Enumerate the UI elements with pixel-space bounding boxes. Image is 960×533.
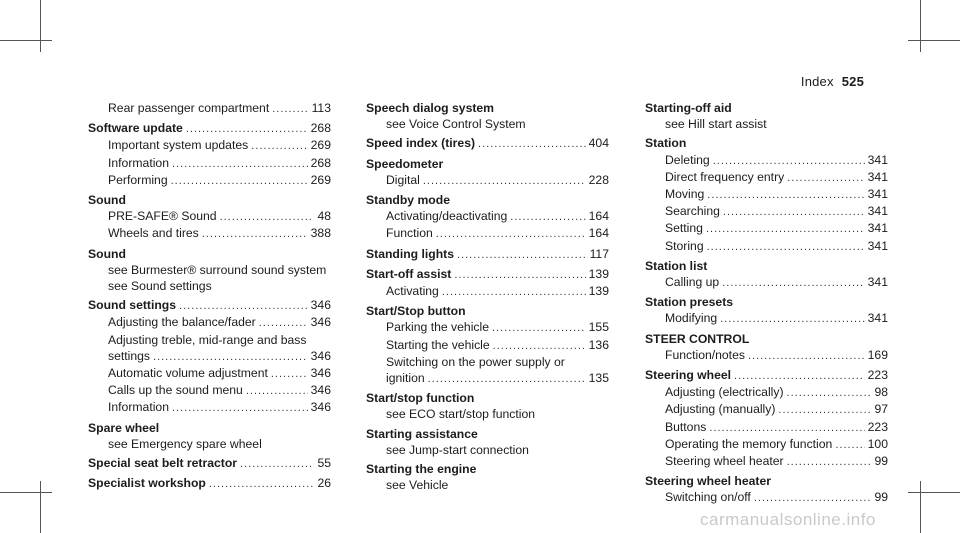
leader-dots [510,209,585,225]
entry-text: settings [108,348,151,363]
crop-mark [908,40,960,41]
page-ref: 113 [311,101,331,115]
page-ref: 223 [867,419,888,434]
crop-mark [0,492,52,493]
index-subentry [645,116,888,132]
index-subentry [88,262,331,278]
index-heading [366,100,609,116]
leader-dots [220,209,315,225]
index-heading [366,156,609,172]
header-title: Index [800,74,834,89]
entry-text: Information [108,400,169,415]
index-heading [645,331,888,347]
index-subentry [88,399,331,416]
entry-text: Steering wheel heater [645,474,771,489]
entry-text: see Vehicle [386,478,449,493]
index-heading [645,473,888,489]
index-heading [366,303,609,319]
index-subentry [88,436,331,452]
page-ref: 48 [317,209,331,224]
page-ref: 99 [874,490,888,505]
entry-text: Setting [665,221,703,236]
index-subentry [366,208,609,225]
leader-dots [442,284,586,300]
crop-mark [40,481,41,533]
entry-text: Switching on/off [665,490,751,505]
page-ref: 346 [310,315,331,330]
leader-dots [172,400,308,416]
crop-mark [920,481,921,533]
leader-dots [202,226,308,242]
page-ref: 117 [589,246,609,261]
leader-dots [457,247,587,263]
index-subentry [645,310,888,327]
entry-text: Function/notes [665,347,745,362]
page-ref: 388 [310,226,331,241]
entry-text: Station presets [645,295,734,310]
index-subentry [88,100,331,117]
entry-text: Direct frequency entry [665,169,785,184]
entry-text: Adjusting (manually) [665,402,776,417]
index-subentry [645,169,888,186]
page-ref: 346 [310,366,331,381]
entry-text: Automatic volume adjustment [108,366,268,381]
index-heading [88,297,331,314]
crop-mark [0,40,52,41]
page-ref: 139 [588,284,609,299]
entry-text: Special seat belt retractor [88,456,238,471]
index-column-3 [645,100,888,507]
index-subentry [645,419,888,436]
leader-dots [754,490,872,506]
leader-dots [492,320,586,336]
leader-dots [428,371,586,387]
index-subentry [645,238,888,255]
page-ref: 341 [867,238,888,253]
entry-text: Adjusting (electrically) [665,385,784,400]
entry-text: Starting the engine [366,462,477,477]
leader-dots [778,402,871,418]
index-heading [88,246,331,262]
index-subentry [645,453,888,470]
entry-text: see Sound settings [108,279,212,294]
index-subentry [366,172,609,189]
entry-text: Software update [88,121,183,136]
entry-text: Wheels and tires [108,226,199,241]
leader-dots [246,383,308,399]
entry-text: Starting-off aid [645,101,732,115]
leader-dots [707,239,865,255]
index-subentry [645,489,888,506]
index-heading [366,461,609,477]
index-subentry [88,155,331,172]
entry-text: see ECO start/stop function [386,407,536,422]
entry-text: see Voice Control System [386,117,526,132]
page-ref: 346 [310,348,331,363]
index-subentry [366,370,609,387]
index-subentry [88,365,331,382]
leader-dots [209,476,315,492]
entry-text: Specialist workshop [88,476,206,491]
leader-dots [787,385,872,401]
page-ref: 136 [588,337,609,352]
page-ref: 346 [310,383,331,398]
leader-dots [709,420,864,436]
page-ref: 100 [867,436,888,451]
page-ref: 55 [317,456,331,471]
leader-dots [493,338,586,354]
page-ref: 404 [588,136,609,151]
page-ref: 341 [867,311,888,326]
entry-text: Station [645,136,687,151]
index-subentry [366,337,609,354]
entry-text: Parking the vehicle [386,320,489,335]
entry-text: Speedometer [366,156,444,171]
entry-text: Adjusting treble, mid-range and bass [108,332,307,347]
entry-text: Moving [665,187,705,202]
index-subentry [88,314,331,331]
entry-text: Switching on the power supply or [386,354,565,369]
index-subentry [645,186,888,203]
index-heading [366,266,609,283]
leader-dots [423,173,586,189]
page-ref: 268 [310,121,331,136]
entry-text: Speech dialog system [366,101,495,115]
index-subentry [366,477,609,493]
index-subentry [88,382,331,399]
index-subentry [88,137,331,154]
index-heading [645,100,888,116]
entry-text: Calling up [665,275,720,290]
leader-dots [172,156,308,172]
entry-text: Performing [108,172,168,187]
leader-dots [707,187,864,203]
entry-text: Steering wheel [645,368,732,383]
page-ref: 139 [588,266,609,281]
leader-dots [259,315,308,331]
index-subentry [366,354,609,370]
leader-dots [186,121,308,137]
entry-text: Important system updates [108,138,249,153]
index-subentry [366,225,609,242]
index-column-2 [366,100,609,493]
index-heading [645,367,888,384]
leader-dots [153,349,308,365]
page-number: 525 [841,74,864,89]
index-heading [88,420,331,436]
crop-mark [908,492,960,493]
entry-text: Deleting [665,152,710,167]
entry-text: Activating/deactivating [386,209,508,224]
index-subentry [88,225,331,242]
entry-text: PRE-SAFE® Sound [108,209,217,224]
page-ref: 341 [867,169,888,184]
index-subentry [88,208,331,225]
page-ref: 341 [867,221,888,236]
page-ref: 346 [310,298,331,313]
page-ref: 99 [874,454,888,469]
page-ref: 228 [588,172,609,187]
index-subentry [645,203,888,220]
index-subentry [88,172,331,189]
page-ref: 26 [317,476,331,491]
entry-text: Sound settings [88,298,177,313]
leader-dots [271,366,308,382]
entry-text: see Emergency spare wheel [108,436,262,451]
entry-text: see Jump-start connection [386,442,529,457]
index-heading [645,258,888,274]
page-ref: 164 [588,209,609,224]
page-ref: 346 [310,400,331,415]
leader-dots [240,456,314,472]
page-header [801,74,864,89]
index-subentry [88,348,331,365]
entry-text: Steering wheel heater [665,454,784,469]
leader-dots [478,136,586,152]
page-ref: 98 [874,385,888,400]
entry-text: Sound [88,246,126,261]
entry-text: Start-off assist [366,266,452,281]
page-ref: 269 [310,138,331,153]
page-ref: 341 [867,187,888,202]
page-ref: 164 [588,226,609,241]
index-subentry [645,436,888,453]
leader-dots [251,138,307,154]
page-ref: 97 [874,402,888,417]
index-subentry [366,116,609,132]
index-heading [366,192,609,208]
index-subentry [366,283,609,300]
watermark: carmanualsonline.info [700,510,876,529]
entry-text: Adjusting the balance/fader [108,315,256,330]
entry-text: STEER CONTROL [645,331,750,346]
leader-dots [171,173,308,189]
page-ref: 135 [588,371,609,386]
leader-dots [436,226,586,242]
crop-mark [920,0,921,52]
entry-text: see Burmester® surround sound system [108,262,327,277]
page-ref: 269 [310,172,331,187]
index-heading [645,135,888,151]
index-heading [366,135,609,152]
index-heading [366,246,609,263]
index-subentry [88,332,331,348]
index-heading [88,192,331,208]
entry-text: Sound [88,193,126,208]
entry-text: see Hill start assist [665,117,767,132]
leader-dots [179,298,308,314]
leader-dots [454,267,585,283]
leader-dots [722,275,864,291]
index-subentry [645,220,888,237]
entry-text: Buttons [665,419,707,434]
index-subentry [645,274,888,291]
entry-text: Station list [645,258,708,273]
index-heading [645,294,888,310]
entry-text: Storing [665,238,704,253]
leader-dots [720,311,864,327]
index-heading [88,455,331,472]
index-subentry [366,319,609,336]
leader-dots [734,368,865,384]
leader-dots [706,221,865,237]
entry-text: Starting the vehicle [386,337,490,352]
entry-text: Speed index (tires) [366,136,476,151]
entry-text: Start/stop function [366,391,475,406]
page-ref: 341 [867,204,888,219]
index-subentry [88,278,331,294]
page-ref: 223 [867,368,888,383]
leader-dots [272,101,308,117]
entry-text: Activating [386,284,439,299]
index-subentry [645,384,888,401]
index-heading [366,426,609,442]
entry-text: Standing lights [366,246,455,261]
index-heading [366,390,609,406]
entry-text: Starting assistance [366,426,478,441]
index-subentry [645,401,888,418]
index-column-1 [88,100,331,492]
entry-text: Calls up the sound menu [108,383,243,398]
index-heading [88,475,331,492]
index-subentry [366,406,609,422]
leader-dots [787,454,872,470]
leader-dots [713,153,865,169]
index-subentry [645,347,888,364]
entry-text: Start/Stop button [366,304,466,319]
index-subentry [366,442,609,458]
page-ref: 169 [867,347,888,362]
leader-dots [748,348,865,364]
page-ref: 155 [588,320,609,335]
entry-text: Digital [386,172,420,187]
entry-text: ignition [386,371,425,386]
entry-text: Spare wheel [88,420,160,435]
entry-text: Function [386,226,433,241]
entry-text: Standby mode [366,193,450,208]
page-ref: 341 [867,152,888,167]
index-heading [88,120,331,137]
leader-dots [723,204,865,220]
leader-dots [835,437,864,453]
index-subentry [645,152,888,169]
entry-text: Searching [665,204,720,219]
entry-text: Rear passenger compartment [108,101,270,115]
leader-dots [787,170,864,186]
entry-text: Information [108,155,169,170]
entry-text: Operating the memory function [665,436,833,451]
page-ref: 268 [310,155,331,170]
entry-text: Modifying [665,311,718,326]
page-ref: 341 [867,275,888,290]
crop-mark [40,0,41,52]
